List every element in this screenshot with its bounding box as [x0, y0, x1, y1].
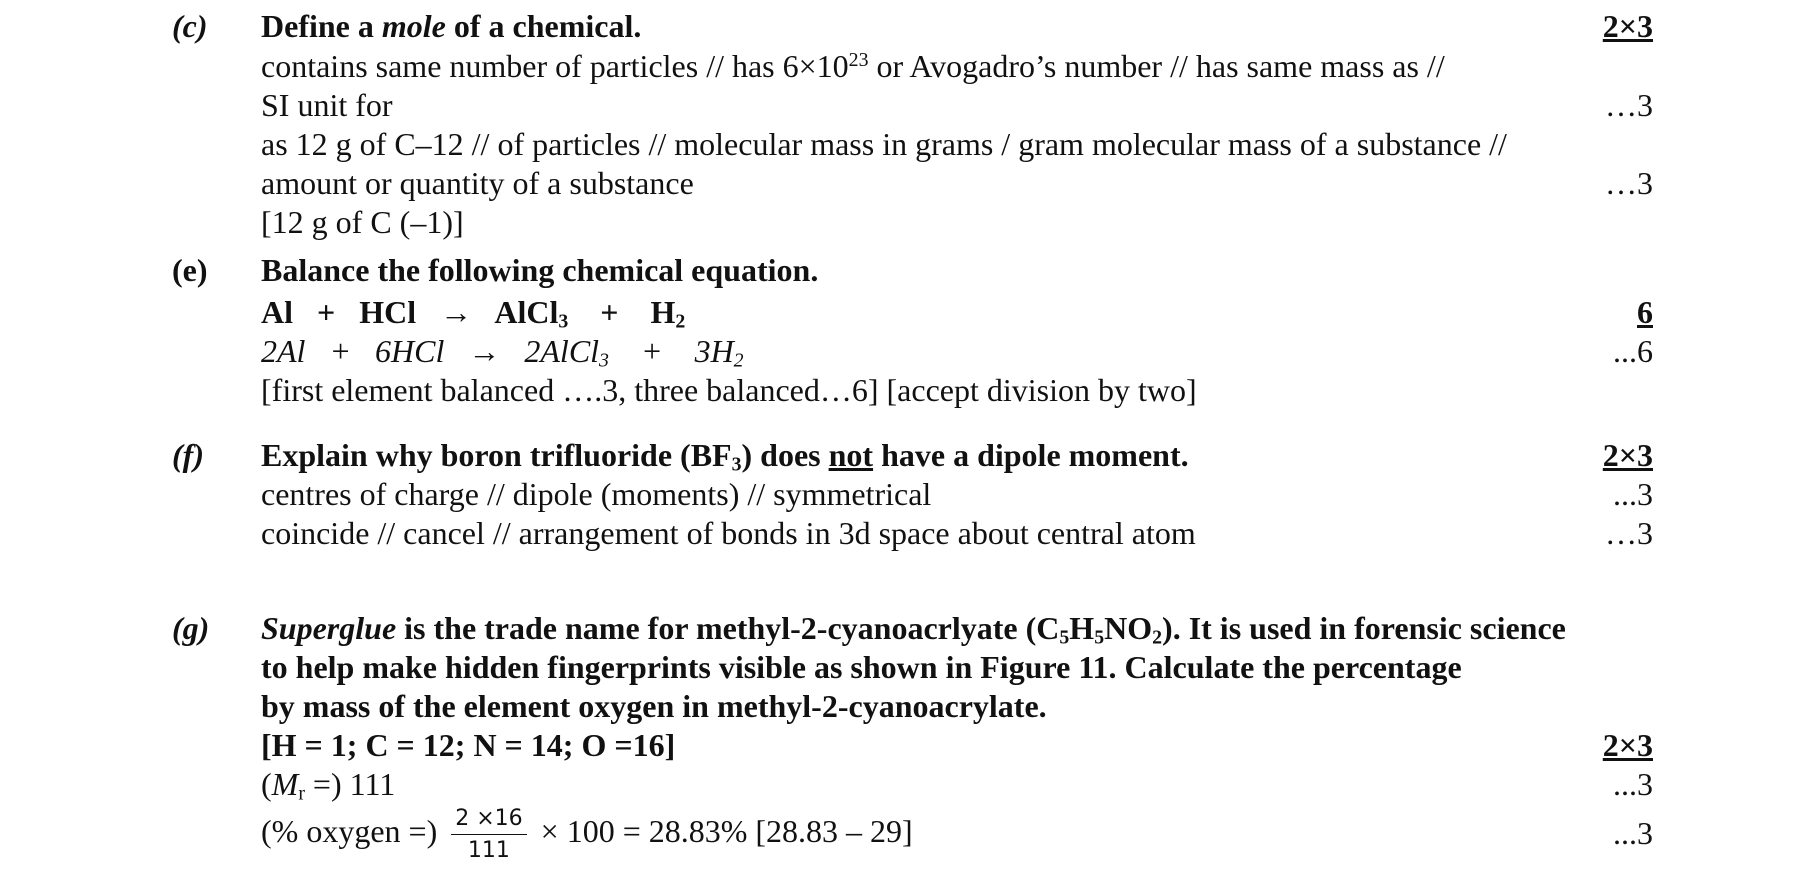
answer-c-note: [12 g of C (–1)]: [261, 204, 464, 240]
mark-f-line1: ...3: [1613, 476, 1653, 512]
mark-e-answer: ...6: [1613, 333, 1653, 369]
section-label-g: (g): [172, 610, 210, 646]
marks-e: 6: [1637, 294, 1653, 330]
section-label-c: (c): [172, 8, 208, 44]
mark-f-line2: …3: [1605, 515, 1653, 551]
fraction-numerator: 2 ×16: [451, 806, 526, 835]
answer-e-note: [first element balanced ….3, three balanced…6] [accept division by two]: [261, 372, 1197, 408]
question-g-line3: by mass of the element oxygen in methyl-2-cyanoacrylate.: [261, 688, 1047, 724]
equation-unbalanced: Al + HCl → AlCl$_3$ + $H_2$: [261, 294, 686, 333]
answer-f-line2: coincide // cancel // arrangement of bonds in 3d space about central atom: [261, 515, 1196, 551]
question-e: Balance the following chemical equation.: [261, 252, 819, 288]
answer-c-line2: SI unit for: [261, 87, 393, 123]
answer-c-line4: amount or quantity of a substance: [261, 165, 694, 201]
answer-c-line3: as 12 g of C–12 // of particles // molecular mass in grams / gram molecular mass of a substance //: [261, 126, 1507, 162]
answer-g-percentage: (% oxygen =) $\frac{2 \times 16}{111}$ × 100 = 28.83% [28.83 – 29]: [261, 806, 913, 863]
section-label-e: (e): [172, 252, 208, 288]
question-g-line2: to help make hidden fingerprints visible as shown in Figure 11. Calculate the percentage: [261, 649, 1462, 685]
answer-g-mr: ($M_r$ =) 111: [261, 766, 396, 805]
mark-c-line4: …3: [1605, 165, 1653, 201]
marks-c: 2×3: [1602, 8, 1653, 44]
question-c: Define a mole of a chemical.: [261, 8, 642, 44]
section-label-f: (f): [172, 437, 204, 473]
marks-g: 2×3: [1602, 727, 1653, 763]
answer-c-line1: contains same number of particles // has $6\times 10^{23}$ or Avogadro’s number // has same mass as //: [261, 48, 1445, 84]
question-f: Explain why boron trifluoride $(BF_3)$ does not have a dipole moment.: [261, 437, 1189, 476]
fraction: [451, 806, 526, 863]
mark-g-mr: ...3: [1613, 766, 1653, 802]
mark-c-line2: …3: [1605, 87, 1653, 123]
answer-f-line1: centres of charge // dipole (moments) // symmetrical: [261, 476, 932, 512]
equation-balanced: 2Al + 6HCl → 2AlCl$_3$ + $3H_2$: [261, 333, 744, 372]
fraction-denominator: 111: [467, 838, 510, 863]
marks-f: 2×3: [1602, 437, 1653, 473]
mark-g-percentage: ...3: [1613, 815, 1653, 851]
atomic-masses: [H = 1; C = 12; N = 14; O =16]: [261, 727, 676, 763]
question-g-line1: Superglue is the trade name for methyl-2-cyanoacrlyate $(C_5H_5NO_2)$. It is used in forensic science: [261, 610, 1566, 649]
